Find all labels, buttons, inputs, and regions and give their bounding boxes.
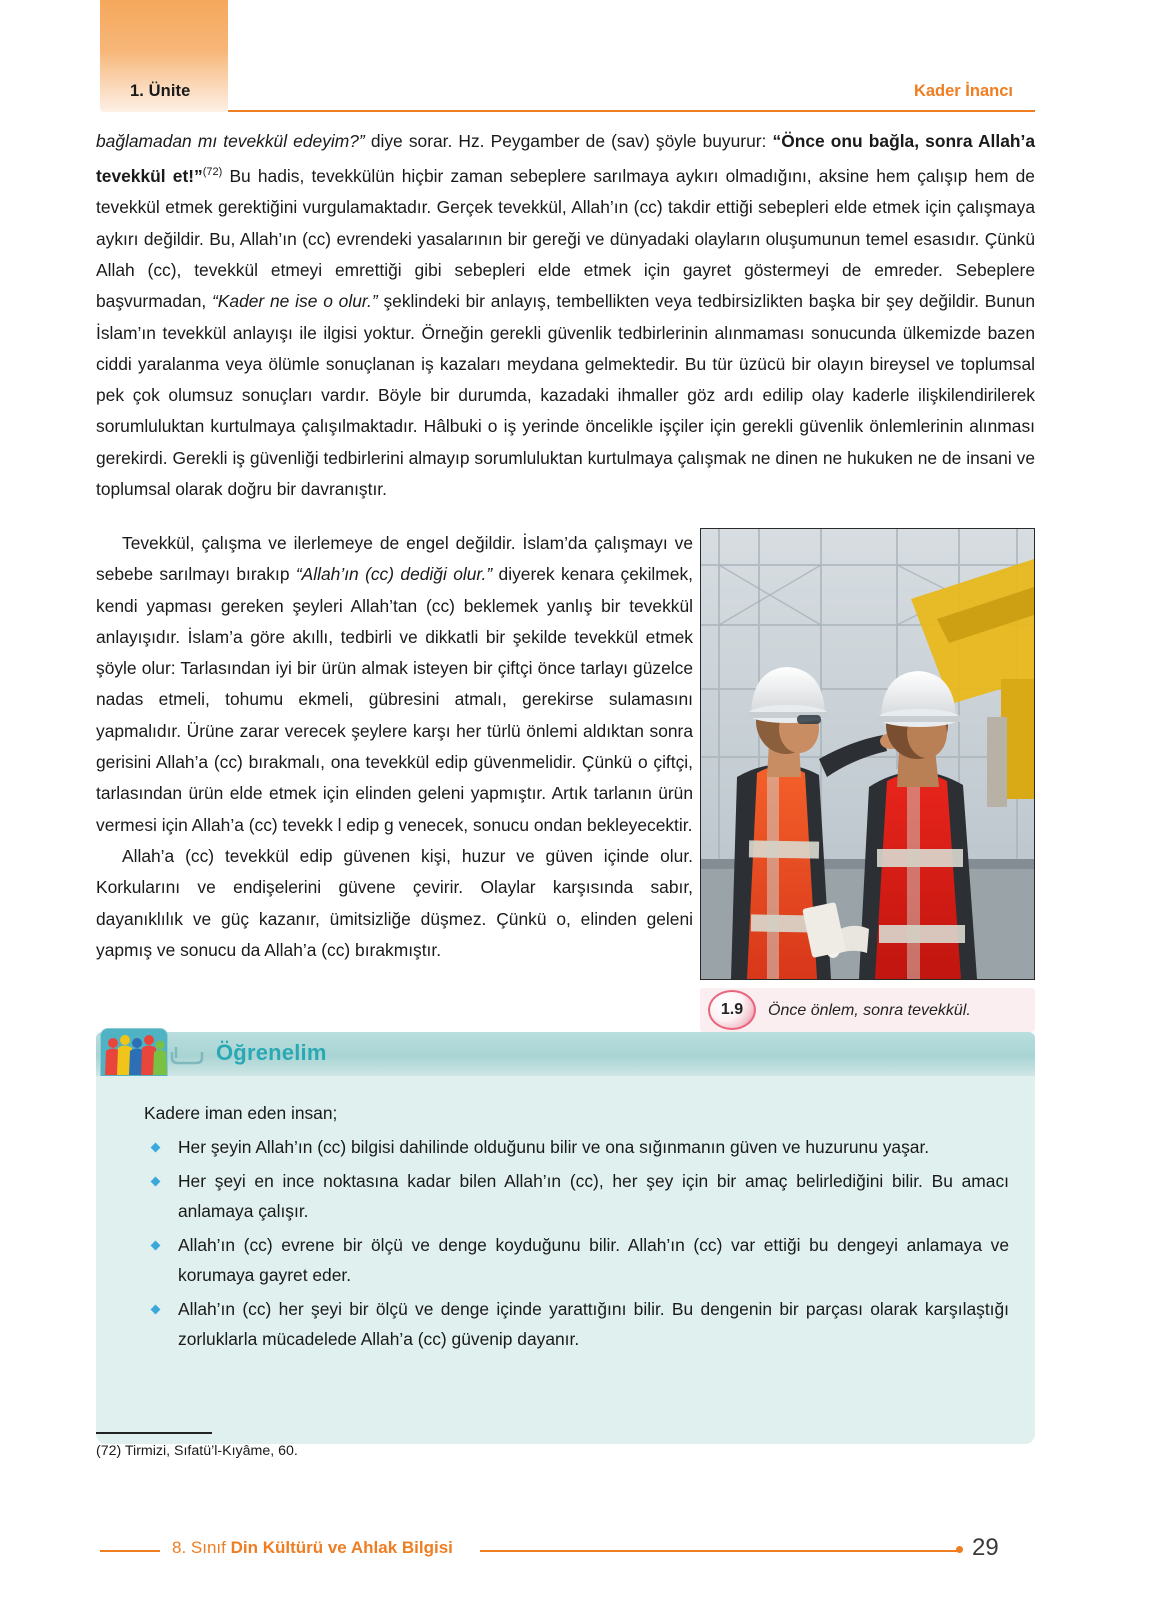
learn-box-title: Öğrenelim — [216, 1040, 327, 1065]
list-item — [144, 1230, 1009, 1290]
body-paragraph-1 — [96, 126, 1035, 505]
list-item — [144, 1294, 1009, 1354]
footer-rule-right — [480, 1550, 959, 1552]
page-number: 29 — [972, 1534, 999, 1561]
footer-rule-left — [100, 1550, 160, 1552]
paragraph-1-quote-italic: “Kader ne ise o olur.” — [212, 291, 378, 312]
learn-box-body — [96, 1076, 1035, 1444]
unit-label: 1. Ünite — [130, 82, 191, 100]
footer-dot-marker — [956, 1546, 963, 1553]
paperclip-icon — [168, 1044, 204, 1066]
footnote-reference: (72) — [202, 166, 223, 179]
paperclip-icon-art — [168, 1044, 204, 1066]
list-item-text: Her şeyin Allah’ın (cc) bilgisi dahilinde olduğunu bilir ve ona sığınmanın güven ve huzurunu yaşar. — [178, 1137, 930, 1157]
construction-workers-photo — [700, 528, 1035, 980]
list-item — [144, 1132, 1009, 1162]
paragraph-1-text-a: diye sorar. Hz. Peygamber de (sav) şöyle buyurur: — [364, 131, 773, 151]
paragraph-2-quote-italic: “Allah’ın (cc) dediği olur.” — [295, 564, 493, 585]
list-item-text: Her şeyi en ince noktasına kadar bilen Allah’ın (cc), her şey için bir amaç belirlediğini bilir. Bu amacı anlamaya çalışır. — [178, 1171, 1009, 1221]
body-paragraph-2 — [96, 528, 693, 841]
diamond-bullet-icon — [151, 1143, 161, 1153]
body-left-column — [96, 528, 693, 966]
learn-box-list — [144, 1132, 1009, 1354]
header-divider — [228, 110, 1035, 112]
diamond-bullet-icon — [151, 1305, 161, 1315]
figure-1-9 — [700, 528, 1035, 1019]
paragraph-1-hadith-bold: “Önce onu bağla, sonra Allah’a tevekkül et!” — [96, 131, 1035, 187]
figure-number: 1.9 — [720, 1001, 744, 1018]
diamond-bullet-icon — [151, 1177, 161, 1187]
figure-caption-text: Önce önlem, sonra tevekkül. — [768, 1002, 971, 1019]
body-paragraph-3: Allah’a (cc) tevekkül edip güvenen kişi, huzur ve güven içinde olur. Korkularını ve endişelerini güvene çevirir. Olaylar karşısında sabır, dayanıklılık ve güç kazanır, ümitsizliğe düşmez. Çünkü o, elinden geleni yapmış ve sonucu da Allah’a (cc) bırakmıştır. — [96, 845, 693, 960]
paragraph-1-opening-italic: bağlamadan mı tevekkül edeyim?” — [96, 131, 365, 151]
photo-illustration — [701, 529, 1034, 979]
list-item-text: Allah’ın (cc) her şeyi bir ölçü ve denge içinde yarattığını bilir. Bu dengenin bir parçası olarak karşılaştığı zorluklarla mücadelede Allah’a (cc) güvenip dayanır. — [178, 1299, 1009, 1349]
footer-subject-label — [172, 1538, 453, 1558]
paragraph-2-text-b: diyerek kenara çekilmek, kendi yapması gereken şeyleri Allah’tan (cc) beklemek yanlış bir tevekkül anlayışıdır. İslam’a göre akıllı, tedbirli ve dikkatli bir şekilde tevekkül etmek şöyle olur: Tarlasından iyi bir ürün almak isteyen bir çiftçi önce tarlayı güzelce nadas etmeli, tohumu ekmeli, gübresini atmalı, gerekirse sulamasını yapmalıdır. Ürüne zarar verecek şeylere karşı her türlü önlemi aldıktan sonra gerisini Allah’a (cc) bırakmalı, ona tevekkül edip güvenmelidir. Çünkü o çiftçi, tarlasından ürün elde etmek için elinden geleni yapmıştır. Artık tarlanın ürün vermesi için Allah’a (cc) tevekk l edip g venecek, sonucu ondan bekleyecektir. — [96, 564, 693, 835]
footer-grade: 8. Sınıf — [172, 1538, 231, 1557]
learn-box-intro: Kadere iman eden insan; — [144, 1103, 338, 1123]
footnote-text: (72) Tirmizi, Sıfatü’l-Kıyâme, 60. — [96, 1443, 298, 1459]
list-item-text: Allah’ın (cc) evrene bir ölçü ve denge koyduğunu bilir. Allah’ın (cc) var ettiği bu dengeyi anlamaya ve korumaya gayret eder. — [178, 1235, 1009, 1285]
chapter-title: Kader İnancı — [913, 82, 1013, 100]
paragraph-2-text-a: Tevekkül, çalışma ve ilerlemeye de engel değildir. İslam’da çalışmayı ve sebebe sarılmayı bırakıp — [96, 533, 693, 585]
footer-subject: Din Kültürü ve Ahlak Bilgisi — [230, 1538, 453, 1557]
footnote-divider — [96, 1432, 212, 1434]
paragraph-1-text-b: Bu hadis, tevekkülün hiçbir zaman sebeplere sarılmaya aykırı olmadığını, aksine hem çalışıp hem de tevekkül etmek gerektiğini vurgulamaktadır. Gerçek tevekkül, Allah’ın (cc) takdir ettiği sebepleri elde etmek için çalışmaya aykırı değildir. Bu, Allah’ın (cc) evrendeki yasalarının bir gereği ve dünyadaki olayların oluşumunun temel esasıdır. Çünkü Allah (cc), tevekkül etmeyi emrettiği gibi sebepleri elde etmek için gayret göstermeyi de emreder. Sebeplere başvurmadan, — [96, 166, 1035, 312]
paragraph-1-text-c: şeklindeki bir anlayış, tembellikten veya tedbirsizlikten başka bir şey değildir. Bunun İslam’ın tevekkül anlayışı ile ilgisi yoktur. Örneğin gerekli güvenlik tedbirlerinin alınmaması sonucunda ülkemizde bazen ciddi yaralanma veya ölümle sonuçlanan iş kazaları meydana gelmektedir. Bu tür üzücü bir olayın bireysel ve toplumsal pek çok olumsuz sonuçları vardır. Böyle bir durumda, kazadaki ihmaller göz ardı edilip olay kaderle ilişkilendirilerek sorumluluktan kurtulmaya çalışılmaktadır. Hâlbuki o iş yerinde öncelikle işçiler için gerekli güvenlik önlemlerinin alınması gerekirdi. Gerekli iş güvenliği tedbirlerini almayıp sorumluluktan kurtulmaya çalışmak ne dinen ne hukuken ne de insani ve toplumsal olarak doğru bir davranıştır. — [96, 291, 1036, 500]
page-footer — [0, 1528, 1151, 1574]
list-item — [144, 1166, 1009, 1226]
figure-number-badge — [708, 990, 756, 1030]
diamond-bullet-icon — [151, 1241, 161, 1251]
